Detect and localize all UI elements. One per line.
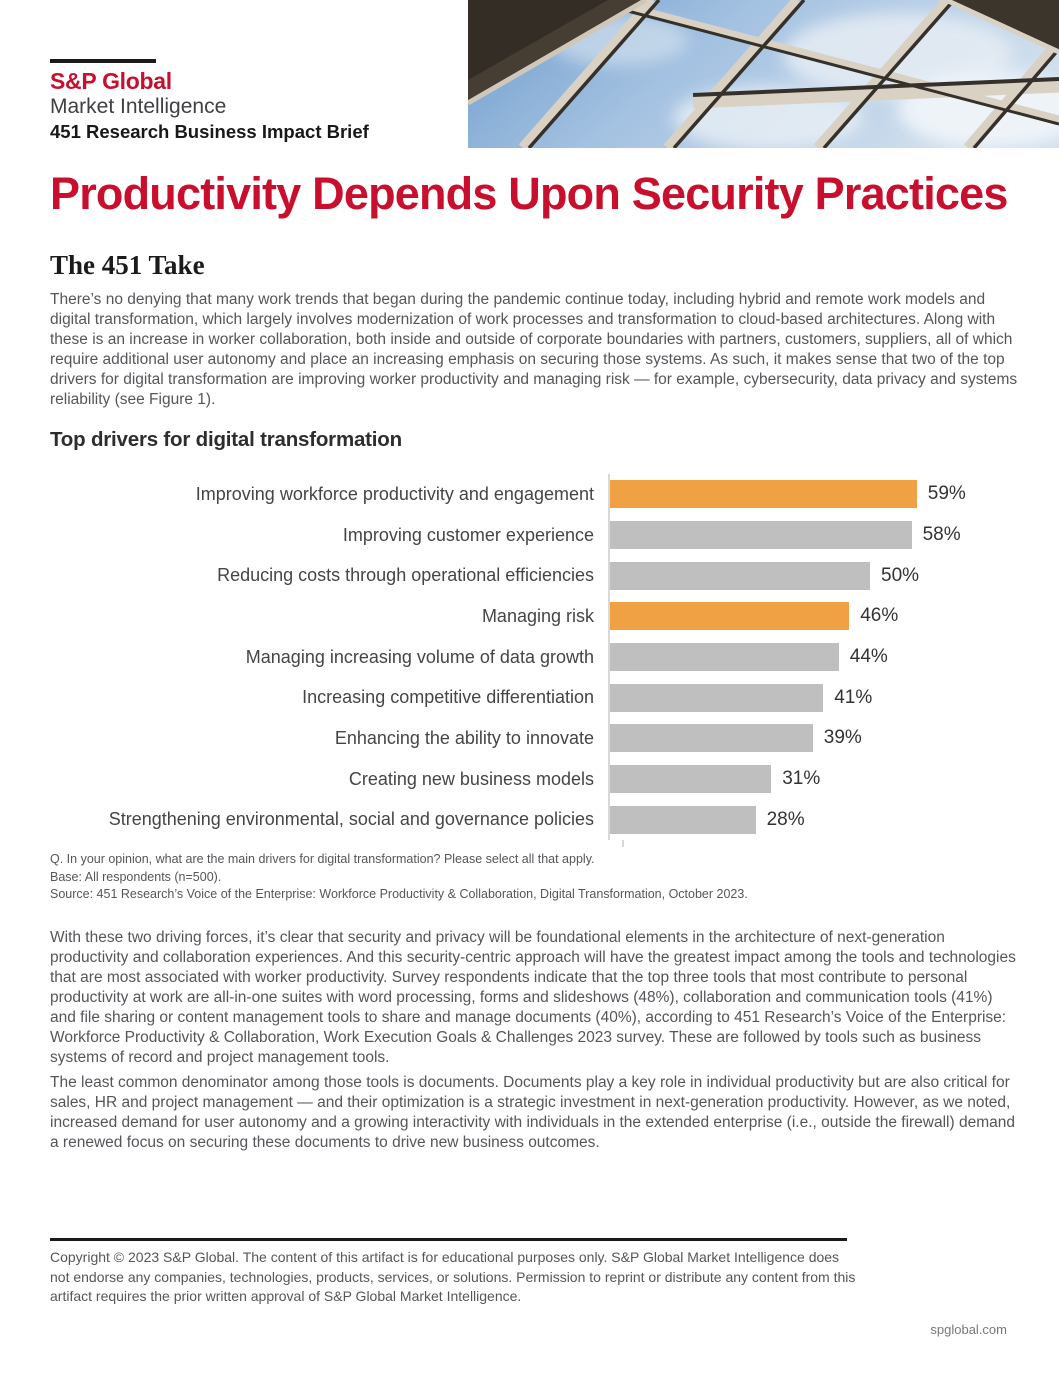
- chart-category-label: Managing risk: [481, 605, 594, 626]
- hero-photo: [468, 0, 1059, 148]
- chart-value-label: 44%: [849, 646, 888, 668]
- chart-category-label: Increasing competitive differentiation: [302, 687, 594, 708]
- chart-row: [50, 718, 1010, 759]
- bar-chart: [50, 474, 1010, 847]
- chart-row: [50, 474, 1010, 515]
- chart-bar: [610, 765, 771, 793]
- chart-category-label: Improving workforce productivity and engagement: [195, 483, 594, 504]
- chart-bar-area: [608, 718, 862, 759]
- chart-bar: [610, 562, 870, 590]
- chart-category-label: Reducing costs through operational efficiencies: [217, 565, 594, 586]
- chart-value-label: 46%: [860, 605, 899, 627]
- chart-bar-area: [608, 759, 820, 800]
- chart-bar: [610, 521, 912, 549]
- chart-bar-area: [608, 515, 961, 556]
- footnote-base: Base: All respondents (n=500).: [50, 869, 222, 884]
- chart-bar: [610, 806, 756, 834]
- body-paragraph-documents: The least common denominator among those tools is documents. Documents play a key role in individual productivity but are also critical for sales, HR and project management — and their optimization is a strategic investment in next-generation productivity. However, as we noted, increased demand for user autonomy and a growing interactivity with individuals in the extended enterprise (i.e., outside the firewall) demand a renewed focus on securing these documents to drive new business outcomes.: [50, 1074, 1015, 1151]
- logo-rule: [50, 59, 156, 63]
- footnote-source: Source: 451 Research’s Voice of the Enterprise: Workforce Productivity & Collaboration, Digital Transformation, October 2023.: [50, 887, 748, 901]
- footer-divider: [50, 1238, 847, 1241]
- chart-bar-area: [608, 637, 888, 678]
- chart-row: [50, 515, 1010, 556]
- chart-bar-area: [608, 596, 898, 637]
- chart-bar: [610, 724, 813, 752]
- chart-row: [50, 677, 1010, 718]
- brand-logo: [50, 59, 369, 144]
- logo-market-intelligence: Market Intelligence: [50, 95, 227, 118]
- spglobal-link[interactable]: spglobal.com: [930, 1322, 1007, 1337]
- chart-category-label: Improving customer experience: [342, 524, 594, 545]
- chart-row: [50, 555, 1010, 596]
- chart-bar: [610, 602, 849, 630]
- chart-value-label: 31%: [782, 768, 821, 790]
- chart-bar: [610, 684, 823, 712]
- chart-category-label: Enhancing the ability to innovate: [334, 727, 594, 748]
- chart-bar-area: [608, 555, 919, 596]
- chart-row: [50, 637, 1010, 678]
- chart-bar-area: [608, 800, 805, 841]
- chart-footnotes: [50, 851, 1020, 904]
- skylight-photo-svg: [468, 0, 1059, 148]
- chart-category-label: Managing increasing volume of data growth: [245, 646, 594, 667]
- doc-type-label: 451 Research Business Impact Brief: [50, 121, 369, 142]
- take-paragraph: There’s no denying that many work trends that began during the pandemic continue today, including hybrid and remote work models and digital transformation, which largely involves modernization of work processes and transformation to cloud-based architectures. Along with these is an increase in worker collaboration, both inside and outside of corporate boundaries with partners, customers, suppliers, all of which require additional user autonomy and place an increasing emphasis on securing those systems. As such, it makes sense that two of the top drivers for digital transformation are improving worker productivity and managing risk — for example, cybersecurity, data privacy and systems reliability (see Figure 1).: [50, 291, 1018, 408]
- page-title: Productivity Depends Upon Security Practices: [50, 168, 1008, 219]
- section-heading-451-take: The 451 Take: [50, 250, 205, 280]
- chart-value-label: 59%: [927, 483, 966, 505]
- copyright-text: Copyright © 2023 S&P Global. The content of this artifact is for educational purposes only. S&P Global Market Intelligence does not endorse any companies, technologies, products, services, or solutions. Permission to reprint or distribute any content from this artifact requires the prior written approval of S&P Global Market Intelligence.: [50, 1249, 856, 1304]
- chart-value-label: 28%: [766, 808, 805, 830]
- chart-row: [50, 596, 1010, 637]
- chart-row: [50, 800, 1010, 841]
- logo-sp-global: S&P Global: [50, 68, 172, 94]
- chart-bar-area: [608, 474, 966, 515]
- body-paragraph-tools: With these two driving forces, it’s clear that security and privacy will be foundational elements in the architecture of next-generation productivity and collaboration experiences. And this security-centric approach will have the greatest impact among the tools and technologies that are most associated with worker productivity. Survey respondents indicate that the top three tools that most contribute to personal productivity at work are all-in-one suites with word processing, forms and slideshows (48%), collaboration and communication tools (41%) and file sharing or content management tools to share and manage documents (40%), according to 451 Research’s Voice of the Enterprise: Workforce Productivity & Collaboration, Work Execution Goals & Challenges 2023 survey. These are followed by tools such as business systems of record and project management tools.: [50, 929, 1016, 1066]
- chart-row: [50, 759, 1010, 800]
- chart-title: Top drivers for digital transformation: [50, 428, 402, 451]
- chart-bar-area: [608, 677, 872, 718]
- chart-bar: [610, 480, 917, 508]
- chart-bar: [610, 643, 839, 671]
- chart-value-label: 41%: [834, 686, 873, 708]
- chart-category-label: Strengthening environmental, social and governance policies: [108, 809, 594, 830]
- chart-value-label: 39%: [823, 727, 862, 749]
- chart-value-label: 58%: [922, 524, 961, 546]
- footnote-question: Q. In your opinion, what are the main drivers for digital transformation? Please select all that apply.: [50, 852, 595, 866]
- chart-category-label: Creating new business models: [348, 768, 594, 789]
- chart-value-label: 50%: [881, 564, 920, 586]
